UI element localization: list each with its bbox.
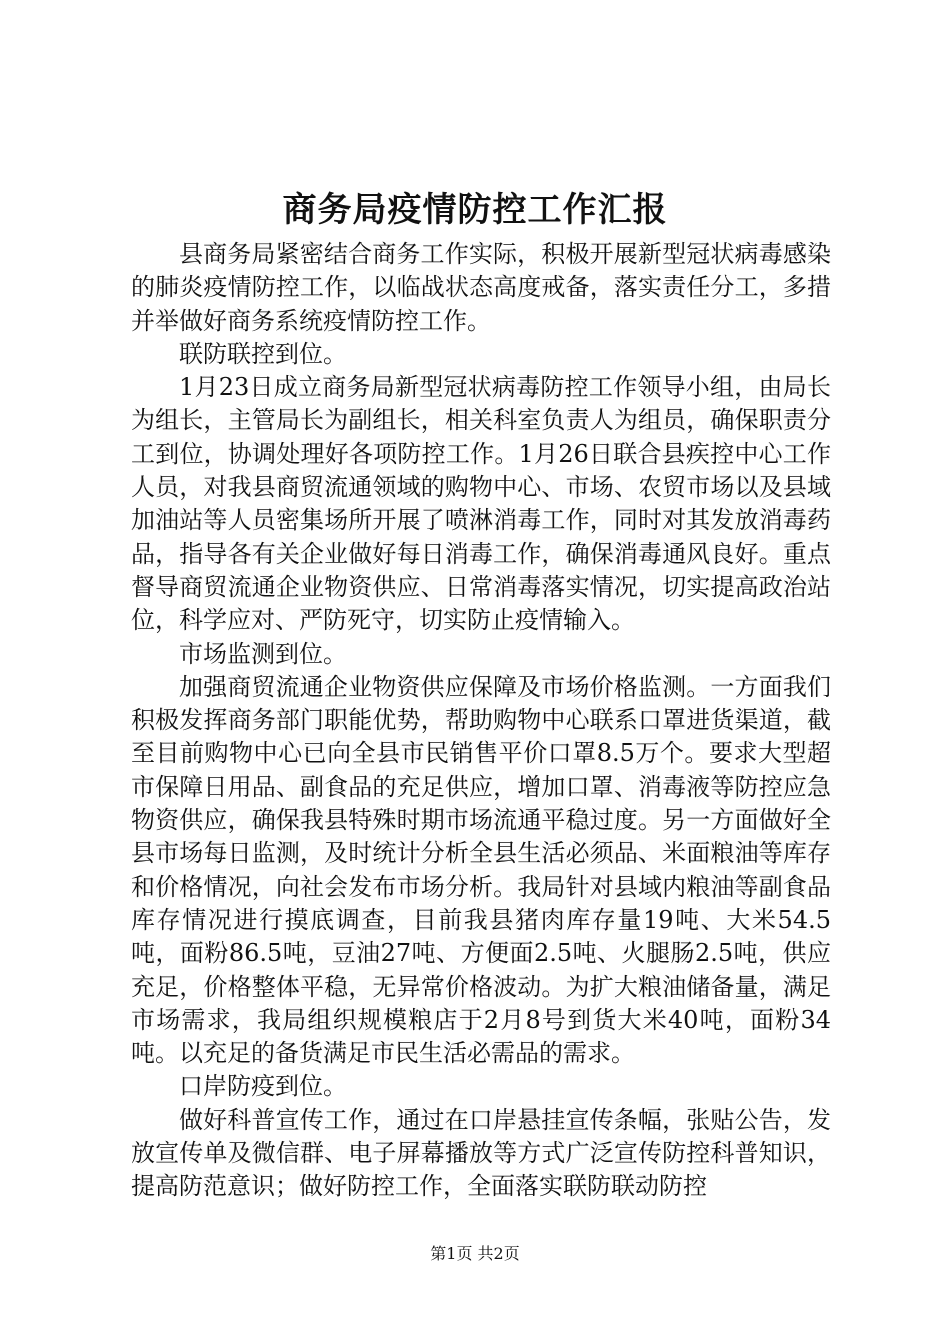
paragraph-intro: 县商务局紧密结合商务工作实际，积极开展新型冠状病毒感染的肺炎疫情防控工作，以临战状态高度戒备，落实责任分工，多措并举做好商务系统疫情防控工作。: [131, 240, 831, 335]
section-heading-market-monitoring: 市场监测到位。: [179, 639, 347, 668]
paragraph-joint-control: 1月23日成立商务局新型冠状病毒防控工作领导小组，由局长为组长，主管局长为副组长，相关科室负责人为组员，确保职责分工到位，协调处理好各项防控工作。1月26日联合县疾控中心工作人员，对我县商贸流通领域的购物中心、市场、农贸市场以及县域加油站等人员密集场所开展了喷淋消毒工作，同时对其发放消毒药品，指导各有关企业做好每日消毒工作，确保消毒通风良好。重点督导商贸流通企业物资供应、日常消毒落实情况，切实提高政治站位，科学应对、严防死守，切实防止疫情输入。: [131, 373, 831, 635]
section-heading-joint-control: 联防联控到位。: [179, 339, 347, 368]
paragraph-port-epidemic: 做好科普宣传工作，通过在口岸悬挂宣传条幅，张贴公告，发放宣传单及微信群、电子屏幕播放等方式广泛宣传防控科普知识，提高防范意识；做好防控工作，全面落实联防联动防控: [131, 1105, 831, 1201]
page-footer: 第1页 共2页: [430, 1244, 520, 1263]
paragraph-market-monitoring: 加强商贸流通企业物资供应保障及市场价格监测。一方面我们积极发挥商务部门职能优势，帮助购物中心联系口罩进货渠道，截至目前购物中心已向全县市民销售平价口罩8.5万个。要求大型超市保障日用品、副食品的充足供应，增加口罩、消毒液等防控应急物资供应，确保我县特殊时期市场流通平稳过度。另一方面做好全县市场每日监测，及时统计分析全县生活必须品、米面粮油等库存和价格情况，向社会发布市场分析。我局针对县域内粮油等副食品库存情况进行摸底调查，目前我县猪肉库存量19吨、大米54.5吨，面粉86.5吨，豆油27吨、方便面2.5吨、火腿肠2.5吨，供应充足，价格整体平稳，无异常价格波动。为扩大粮油储备量，满足市场需求，我局组织规模粮店于2月8号到货大米40吨，面粉34吨。以充足的备货满足市民生活必需品的需求。: [131, 672, 831, 1068]
page-title: 商务局疫情防控工作汇报: [282, 190, 668, 230]
document-body: [131, 238, 831, 1204]
section-heading-port-epidemic: 口岸防疫到位。: [179, 1072, 347, 1101]
